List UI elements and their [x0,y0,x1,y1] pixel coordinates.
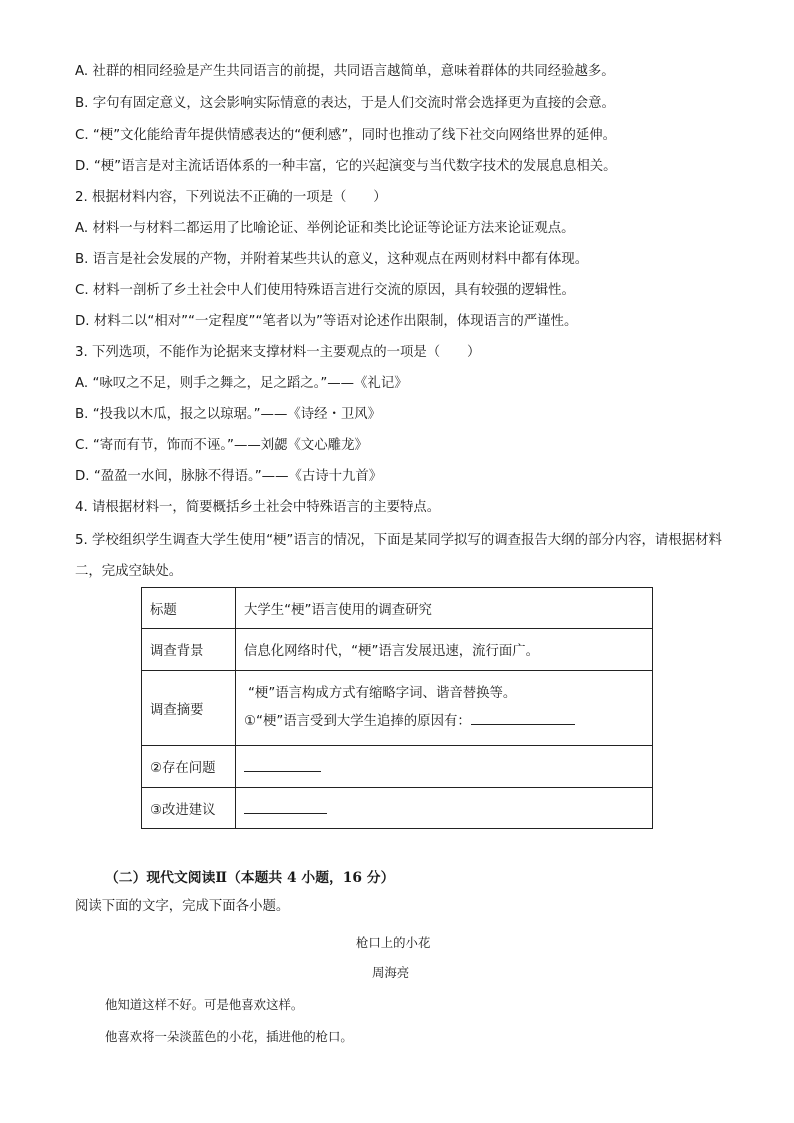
q3-stem: 3. 下列选项，不能作为论据来支撑材料一主要观点的一项是（ ） [75,345,481,360]
q3-option-c: C. “寄而有节，饰而不诬。”——刘勰《文心雕龙》 [75,438,368,453]
table-key-summary: 调查摘要 [142,671,236,746]
table-row [142,788,653,829]
summary-line-2 [244,708,644,736]
survey-outline-table [141,587,653,829]
table-row [142,629,653,671]
table-row [142,671,653,746]
table-key-title: 标题 [142,588,236,629]
q2-option-c: C. 材料一剖析了乡土社会中人们使用特殊语言进行交流的原因，具有较强的逻辑性。 [75,283,575,298]
q2-option-d: D. 材料二以“相对”“一定程度”“笔者以为”等语对论述作出限制，体现语言的严谨性。 [75,314,578,329]
story-title: 枪口上的小花 [356,935,431,950]
table-key-background: 调查背景 [142,629,236,671]
q1-option-d: D. “梗”语言是对主流话语体系的一种丰富，它的兴起演变与当代数字技术的发展息息相关。 [75,159,617,174]
q3-option-d: D. “盈盈一水间，脉脉不得语。”——《古诗十九首》 [75,469,383,484]
table-value-background: 信息化网络时代，“梗”语言发展迅速，流行面广。 [236,629,653,671]
table-key-suggestions: ③改进建议 [142,788,236,829]
q2-option-a: A. 材料一与材料二都运用了比喻论证、举例论证和类比论证等论证方法来论证观点。 [75,221,575,236]
q1-option-c: C. “梗”文化能给青年提供情感表达的“便利感”，同时也推动了线下社交向网络世界的延伸。 [75,128,617,143]
q1-option-a: A. 社群的相同经验是产生共同语言的前提，共同语言越简单，意味着群体的共同经验越多。 [75,64,615,79]
q3-option-a: A. “咏叹之不足，则手之舞之，足之蹈之。”——《礼记》 [75,376,408,391]
answer-blank-suggestions[interactable] [244,799,327,814]
story-author: 周海亮 [372,965,410,980]
table-row [142,588,653,629]
table-value-problems [236,746,653,788]
table-key-problems: ②存在问题 [142,746,236,788]
story-paragraph-1: 他知道这样不好。可是他喜欢这样。 [105,997,304,1012]
answer-blank-reasons[interactable] [471,710,575,725]
q5-stem: 5. 学校组织学生调查大学生使用“梗”语言的情况，下面是某同学拟写的调查报告大纲的部分内容，请根据材料二，完成空缺处。 [75,533,722,579]
table-value-title: 大学生“梗”语言使用的调查研究 [236,588,653,629]
summary-question: ①“梗”语言受到大学生追捧的原因有： [244,714,471,729]
q2-stem: 2. 根据材料内容，下列说法不正确的一项是（ ） [75,190,387,205]
table-row [142,746,653,788]
story-paragraph-2: 他喜欢将一朵淡蓝色的小花，插进他的枪口。 [105,1029,353,1044]
q2-option-b: B. 语言是社会发展的产物，并附着某些共认的意义，这种观点在两则材料中都有体现。 [75,252,589,267]
summary-line-1: “梗”语言构成方式有缩略字词、谐音替换等。 [248,686,517,701]
table-value-suggestions [236,788,653,829]
q4-stem: 4. 请根据材料一，简要概括乡土社会中特殊语言的主要特点。 [75,500,441,515]
section-heading: （二）现代文阅读Ⅱ（本题共 4 小题，16 分） [105,870,395,886]
reading-instruction: 阅读下面的文字，完成下面各小题。 [75,899,290,914]
q1-option-b: B. 字句有固定意义，这会影响实际情意的表达，于是人们交流时常会选择更为直接的会意。 [75,96,615,111]
table-value-summary [236,671,653,746]
q3-option-b: B. “投我以木瓜，报之以琼琚。”——《诗经・卫风》 [75,407,382,422]
answer-blank-problems[interactable] [244,757,321,772]
